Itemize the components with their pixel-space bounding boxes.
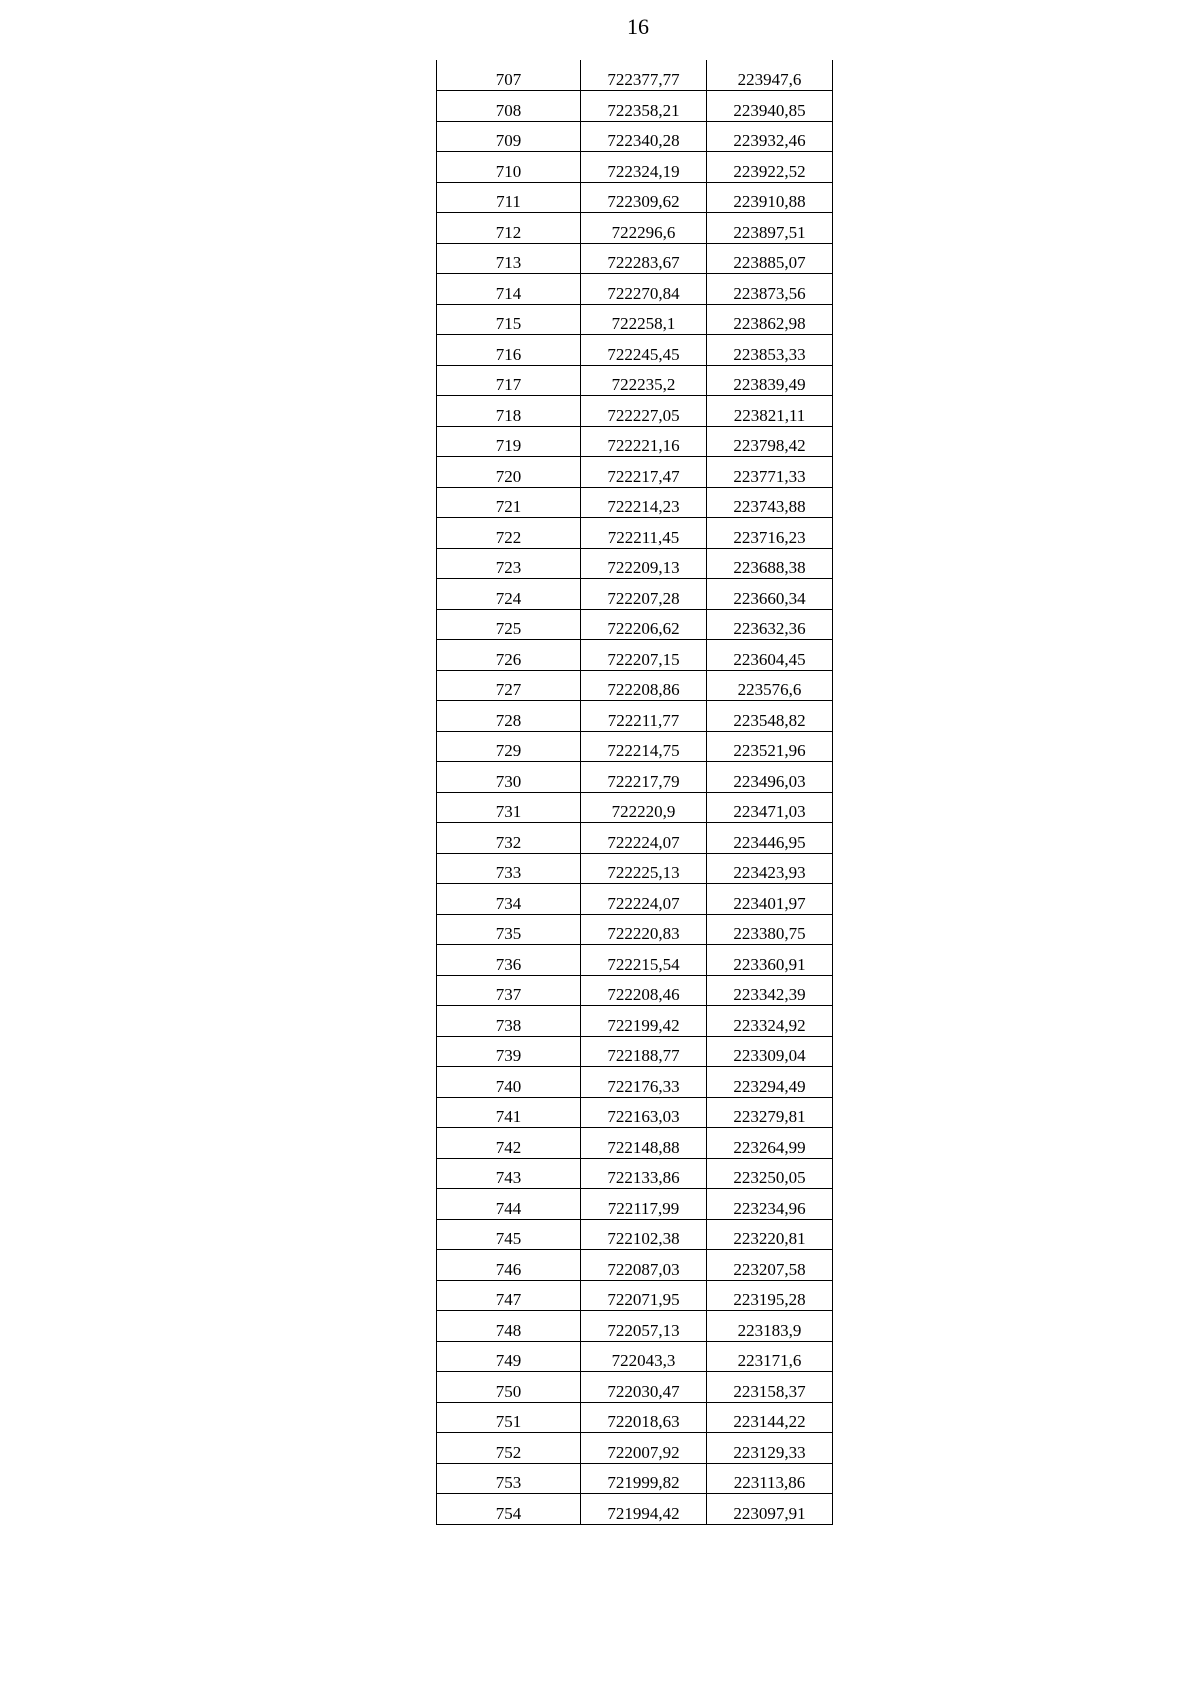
x-coordinate-cell: 722207,28 xyxy=(581,579,707,610)
table-row xyxy=(437,518,833,549)
point-number-cell: 742 xyxy=(437,1128,581,1159)
table-row xyxy=(437,274,833,305)
table-row xyxy=(437,1219,833,1250)
x-coordinate-cell: 722217,47 xyxy=(581,457,707,488)
point-number-cell: 724 xyxy=(437,579,581,610)
table-row xyxy=(437,701,833,732)
table-row xyxy=(437,1463,833,1494)
point-number-cell: 745 xyxy=(437,1219,581,1250)
page-number: 16 xyxy=(627,14,649,39)
table-row xyxy=(437,548,833,579)
x-coordinate-cell: 722214,75 xyxy=(581,731,707,762)
x-coordinate-cell: 722176,33 xyxy=(581,1067,707,1098)
table-row xyxy=(437,243,833,274)
point-number-cell: 731 xyxy=(437,792,581,823)
y-coordinate-cell: 223144,22 xyxy=(707,1402,833,1433)
point-number-cell: 727 xyxy=(437,670,581,701)
x-coordinate-cell: 722207,15 xyxy=(581,640,707,671)
table-row xyxy=(437,1402,833,1433)
table-row xyxy=(437,152,833,183)
point-number-cell: 739 xyxy=(437,1036,581,1067)
point-number-cell: 716 xyxy=(437,335,581,366)
table-row xyxy=(437,579,833,610)
point-number-cell: 752 xyxy=(437,1433,581,1464)
x-coordinate-cell: 722296,6 xyxy=(581,213,707,244)
y-coordinate-cell: 223548,82 xyxy=(707,701,833,732)
point-number-cell: 740 xyxy=(437,1067,581,1098)
x-coordinate-cell: 722224,07 xyxy=(581,884,707,915)
x-coordinate-cell: 722215,54 xyxy=(581,945,707,976)
point-number-cell: 746 xyxy=(437,1250,581,1281)
table-row xyxy=(437,914,833,945)
x-coordinate-cell: 722224,07 xyxy=(581,823,707,854)
table-row xyxy=(437,213,833,244)
table-row xyxy=(437,945,833,976)
y-coordinate-cell: 223632,36 xyxy=(707,609,833,640)
table-row xyxy=(437,1341,833,1372)
y-coordinate-cell: 223932,46 xyxy=(707,121,833,152)
x-coordinate-cell: 722208,46 xyxy=(581,975,707,1006)
y-coordinate-cell: 223264,99 xyxy=(707,1128,833,1159)
y-coordinate-cell: 223250,05 xyxy=(707,1158,833,1189)
table-row xyxy=(437,121,833,152)
table-row xyxy=(437,884,833,915)
y-coordinate-cell: 223423,93 xyxy=(707,853,833,884)
y-coordinate-cell: 223853,33 xyxy=(707,335,833,366)
y-coordinate-cell: 223839,49 xyxy=(707,365,833,396)
table-row xyxy=(437,1128,833,1159)
x-coordinate-cell: 722007,92 xyxy=(581,1433,707,1464)
x-coordinate-cell: 722043,3 xyxy=(581,1341,707,1372)
point-number-cell: 734 xyxy=(437,884,581,915)
x-coordinate-cell: 721999,82 xyxy=(581,1463,707,1494)
point-number-cell: 712 xyxy=(437,213,581,244)
x-coordinate-cell: 722358,21 xyxy=(581,91,707,122)
point-number-cell: 750 xyxy=(437,1372,581,1403)
x-coordinate-cell: 722220,9 xyxy=(581,792,707,823)
table-row xyxy=(437,609,833,640)
table-row xyxy=(437,487,833,518)
table-row xyxy=(437,1372,833,1403)
point-number-cell: 744 xyxy=(437,1189,581,1220)
y-coordinate-cell: 223113,86 xyxy=(707,1463,833,1494)
y-coordinate-cell: 223910,88 xyxy=(707,182,833,213)
y-coordinate-cell: 223171,6 xyxy=(707,1341,833,1372)
point-number-cell: 741 xyxy=(437,1097,581,1128)
point-number-cell: 710 xyxy=(437,152,581,183)
x-coordinate-cell: 722163,03 xyxy=(581,1097,707,1128)
x-coordinate-cell: 722340,28 xyxy=(581,121,707,152)
y-coordinate-cell: 223897,51 xyxy=(707,213,833,244)
x-coordinate-cell: 722018,63 xyxy=(581,1402,707,1433)
y-coordinate-cell: 223097,91 xyxy=(707,1494,833,1525)
y-coordinate-cell: 223380,75 xyxy=(707,914,833,945)
y-coordinate-cell: 223324,92 xyxy=(707,1006,833,1037)
point-number-cell: 709 xyxy=(437,121,581,152)
y-coordinate-cell: 223716,23 xyxy=(707,518,833,549)
point-number-cell: 732 xyxy=(437,823,581,854)
x-coordinate-cell: 722211,45 xyxy=(581,518,707,549)
point-number-cell: 711 xyxy=(437,182,581,213)
x-coordinate-cell: 722208,86 xyxy=(581,670,707,701)
x-coordinate-cell: 722227,05 xyxy=(581,396,707,427)
x-coordinate-cell: 722217,79 xyxy=(581,762,707,793)
point-number-cell: 723 xyxy=(437,548,581,579)
x-coordinate-cell: 721994,42 xyxy=(581,1494,707,1525)
point-number-cell: 733 xyxy=(437,853,581,884)
y-coordinate-cell: 223660,34 xyxy=(707,579,833,610)
y-coordinate-cell: 223743,88 xyxy=(707,487,833,518)
table-row xyxy=(437,1097,833,1128)
x-coordinate-cell: 722270,84 xyxy=(581,274,707,305)
coordinates-table-body xyxy=(437,60,833,1524)
y-coordinate-cell: 223220,81 xyxy=(707,1219,833,1250)
y-coordinate-cell: 223294,49 xyxy=(707,1067,833,1098)
y-coordinate-cell: 223234,96 xyxy=(707,1189,833,1220)
point-number-cell: 736 xyxy=(437,945,581,976)
table-row xyxy=(437,1189,833,1220)
x-coordinate-cell: 722102,38 xyxy=(581,1219,707,1250)
point-number-cell: 713 xyxy=(437,243,581,274)
point-number-cell: 726 xyxy=(437,640,581,671)
x-coordinate-cell: 722071,95 xyxy=(581,1280,707,1311)
x-coordinate-cell: 722225,13 xyxy=(581,853,707,884)
point-number-cell: 708 xyxy=(437,91,581,122)
y-coordinate-cell: 223798,42 xyxy=(707,426,833,457)
y-coordinate-cell: 223195,28 xyxy=(707,1280,833,1311)
table-row xyxy=(437,335,833,366)
point-number-cell: 749 xyxy=(437,1341,581,1372)
table-row xyxy=(437,91,833,122)
x-coordinate-cell: 722211,77 xyxy=(581,701,707,732)
table-row xyxy=(437,365,833,396)
point-number-cell: 722 xyxy=(437,518,581,549)
y-coordinate-cell: 223922,52 xyxy=(707,152,833,183)
x-coordinate-cell: 722057,13 xyxy=(581,1311,707,1342)
y-coordinate-cell: 223604,45 xyxy=(707,640,833,671)
x-coordinate-cell: 722206,62 xyxy=(581,609,707,640)
y-coordinate-cell: 223688,38 xyxy=(707,548,833,579)
y-coordinate-cell: 223940,85 xyxy=(707,91,833,122)
point-number-cell: 729 xyxy=(437,731,581,762)
y-coordinate-cell: 223576,6 xyxy=(707,670,833,701)
x-coordinate-cell: 722087,03 xyxy=(581,1250,707,1281)
table-row xyxy=(437,457,833,488)
point-number-cell: 753 xyxy=(437,1463,581,1494)
y-coordinate-cell: 223885,07 xyxy=(707,243,833,274)
table-row xyxy=(437,396,833,427)
point-number-cell: 720 xyxy=(437,457,581,488)
y-coordinate-cell: 223862,98 xyxy=(707,304,833,335)
y-coordinate-cell: 223401,97 xyxy=(707,884,833,915)
y-coordinate-cell: 223309,04 xyxy=(707,1036,833,1067)
x-coordinate-cell: 722258,1 xyxy=(581,304,707,335)
x-coordinate-cell: 722209,13 xyxy=(581,548,707,579)
point-number-cell: 754 xyxy=(437,1494,581,1525)
point-number-cell: 719 xyxy=(437,426,581,457)
coordinates-table xyxy=(436,60,833,1525)
y-coordinate-cell: 223873,56 xyxy=(707,274,833,305)
y-coordinate-cell: 223279,81 xyxy=(707,1097,833,1128)
x-coordinate-cell: 722117,99 xyxy=(581,1189,707,1220)
y-coordinate-cell: 223183,9 xyxy=(707,1311,833,1342)
x-coordinate-cell: 722220,83 xyxy=(581,914,707,945)
table-row xyxy=(437,731,833,762)
table-row xyxy=(437,1067,833,1098)
table-row xyxy=(437,1311,833,1342)
point-number-cell: 715 xyxy=(437,304,581,335)
point-number-cell: 707 xyxy=(437,60,581,91)
x-coordinate-cell: 722309,62 xyxy=(581,182,707,213)
table-row xyxy=(437,853,833,884)
y-coordinate-cell: 223129,33 xyxy=(707,1433,833,1464)
table-row xyxy=(437,1036,833,1067)
point-number-cell: 721 xyxy=(437,487,581,518)
point-number-cell: 748 xyxy=(437,1311,581,1342)
point-number-cell: 747 xyxy=(437,1280,581,1311)
table-row xyxy=(437,823,833,854)
y-coordinate-cell: 223496,03 xyxy=(707,762,833,793)
table-row xyxy=(437,792,833,823)
table-row xyxy=(437,1494,833,1525)
point-number-cell: 730 xyxy=(437,762,581,793)
point-number-cell: 717 xyxy=(437,365,581,396)
x-coordinate-cell: 722188,77 xyxy=(581,1036,707,1067)
x-coordinate-cell: 722133,86 xyxy=(581,1158,707,1189)
table-row xyxy=(437,182,833,213)
table-row xyxy=(437,1280,833,1311)
point-number-cell: 737 xyxy=(437,975,581,1006)
table-row xyxy=(437,1433,833,1464)
x-coordinate-cell: 722235,2 xyxy=(581,365,707,396)
y-coordinate-cell: 223446,95 xyxy=(707,823,833,854)
x-coordinate-cell: 722030,47 xyxy=(581,1372,707,1403)
y-coordinate-cell: 223947,6 xyxy=(707,60,833,91)
table-row xyxy=(437,1250,833,1281)
y-coordinate-cell: 223360,91 xyxy=(707,945,833,976)
y-coordinate-cell: 223207,58 xyxy=(707,1250,833,1281)
y-coordinate-cell: 223342,39 xyxy=(707,975,833,1006)
y-coordinate-cell: 223771,33 xyxy=(707,457,833,488)
table-row xyxy=(437,670,833,701)
y-coordinate-cell: 223471,03 xyxy=(707,792,833,823)
x-coordinate-cell: 722245,45 xyxy=(581,335,707,366)
point-number-cell: 728 xyxy=(437,701,581,732)
point-number-cell: 718 xyxy=(437,396,581,427)
table-row xyxy=(437,426,833,457)
table-row xyxy=(437,304,833,335)
table-row xyxy=(437,640,833,671)
x-coordinate-cell: 722221,16 xyxy=(581,426,707,457)
y-coordinate-cell: 223158,37 xyxy=(707,1372,833,1403)
x-coordinate-cell: 722214,23 xyxy=(581,487,707,518)
point-number-cell: 714 xyxy=(437,274,581,305)
x-coordinate-cell: 722199,42 xyxy=(581,1006,707,1037)
point-number-cell: 738 xyxy=(437,1006,581,1037)
table-row xyxy=(437,60,833,91)
table-row xyxy=(437,1158,833,1189)
x-coordinate-cell: 722283,67 xyxy=(581,243,707,274)
point-number-cell: 725 xyxy=(437,609,581,640)
y-coordinate-cell: 223521,96 xyxy=(707,731,833,762)
x-coordinate-cell: 722148,88 xyxy=(581,1128,707,1159)
x-coordinate-cell: 722324,19 xyxy=(581,152,707,183)
table-row xyxy=(437,975,833,1006)
x-coordinate-cell: 722377,77 xyxy=(581,60,707,91)
y-coordinate-cell: 223821,11 xyxy=(707,396,833,427)
table-row xyxy=(437,762,833,793)
point-number-cell: 735 xyxy=(437,914,581,945)
table-row xyxy=(437,1006,833,1037)
point-number-cell: 743 xyxy=(437,1158,581,1189)
point-number-cell: 751 xyxy=(437,1402,581,1433)
